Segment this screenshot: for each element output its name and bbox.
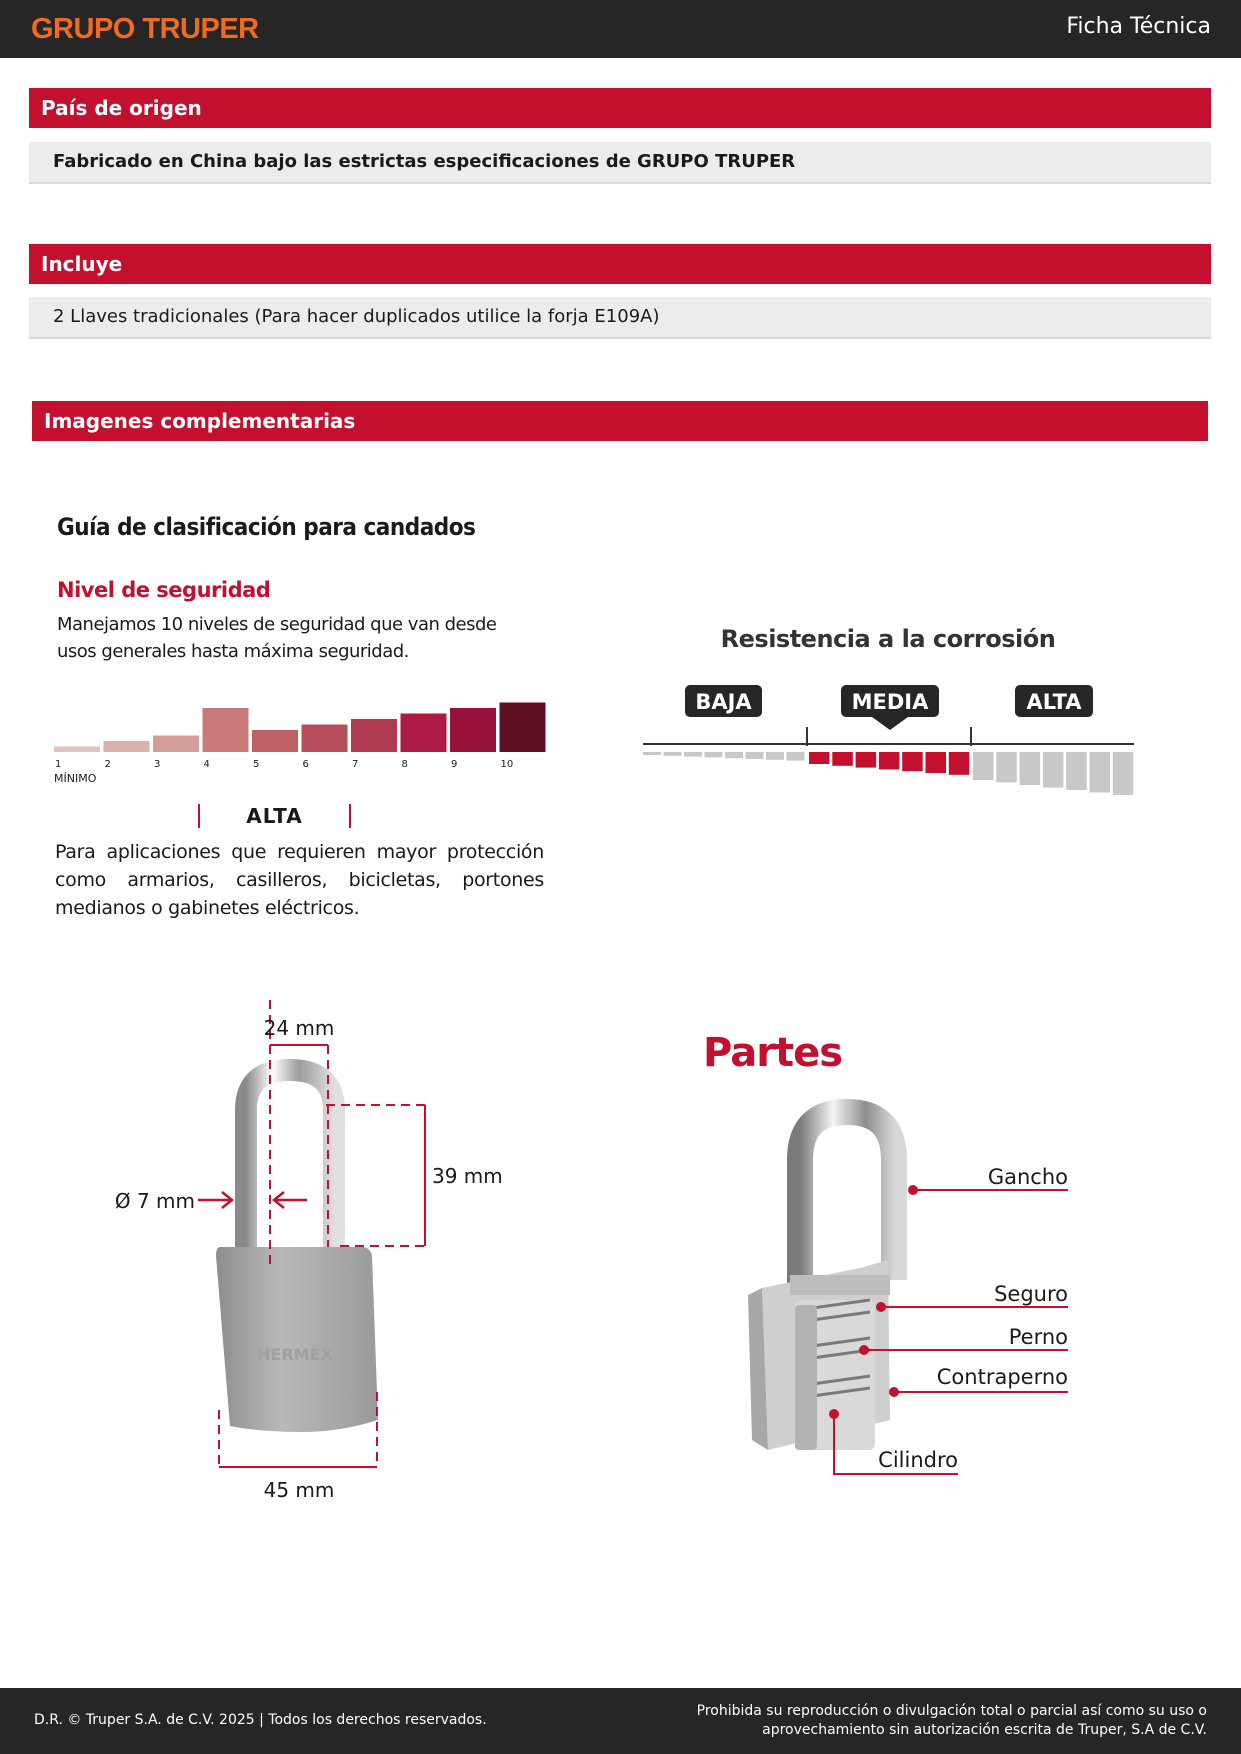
- corrosion-segment-high: [973, 752, 994, 780]
- origin-section-title: País de origen: [29, 88, 1211, 128]
- corrosion-segment-medium: [949, 752, 970, 775]
- footer-disclaimer-line1: Prohibida su reproducción o divulgación total o parcial así como su uso o: [696, 1703, 1207, 1719]
- corrosion-tag-alta: [1015, 685, 1093, 717]
- corrosion-segment-low: [766, 752, 784, 760]
- corrosion-scale: [640, 682, 1140, 802]
- level-bar-3: [153, 736, 199, 753]
- padlock-shackle: [246, 1070, 334, 1272]
- corrosion-label-baja: BAJA: [695, 690, 752, 714]
- dim-shackle-width: 24 mm: [263, 1016, 335, 1040]
- corrosion-segment-high: [1043, 752, 1064, 788]
- guide-title: Guía de clasificación para candados: [57, 513, 476, 541]
- origin-section-body: Fabricado en China bajo las estrictas especificaciones de GRUPO TRUPER: [29, 142, 1211, 184]
- brand-logo: GRUPO TRUPER: [31, 13, 259, 45]
- corrosion-tag-media: [841, 685, 939, 730]
- part-label-perno: Perno: [1008, 1325, 1068, 1349]
- includes-section-body: 2 Llaves tradicionales (Para hacer duplicados utilice la forja E109A): [29, 297, 1211, 339]
- footer: [0, 1688, 1241, 1754]
- corrosion-segment-medium: [809, 752, 830, 764]
- level-tick-1: 1: [55, 759, 62, 770]
- footer-copyright: D.R. © Truper S.A. de C.V. 2025 | Todos los derechos reservados.: [34, 1712, 487, 1728]
- level-bar-10: [500, 703, 546, 753]
- corrosion-segment-medium: [902, 752, 923, 771]
- dim-body-width: 45 mm: [263, 1478, 335, 1502]
- corrosion-segment-medium: [879, 752, 900, 769]
- level-bar-7: [351, 719, 397, 752]
- padlock-dimensions-figure: [100, 1000, 540, 1520]
- corrosion-segment-high: [1020, 752, 1041, 785]
- level-bar-6: [302, 725, 348, 753]
- padlock-body: [216, 1247, 378, 1432]
- padlock-parts-figure: [740, 1090, 1080, 1490]
- parts-title: Partes: [703, 1030, 843, 1076]
- corrosion-label-alta: ALTA: [1026, 690, 1082, 714]
- level-tick-4: 4: [203, 759, 210, 770]
- level-bar-4: [203, 708, 249, 752]
- level-tick-10: 10: [500, 759, 514, 770]
- document-type: Ficha Técnica: [1066, 14, 1211, 39]
- corrosion-title: Resistencia a la corrosión: [720, 625, 1056, 653]
- corrosion-segment-low: [705, 752, 723, 757]
- body-brand-text: HERMEX: [257, 1345, 333, 1364]
- corrosion-segment-high: [1090, 752, 1111, 793]
- level-description: Para aplicaciones que requieren mayor protección como armarios, casilleros, bicicletas, portones medianos o gabinetes eléctricos.: [55, 841, 544, 919]
- dim-shackle-diameter: Ø 7 mm: [114, 1189, 195, 1213]
- part-label-contraperno: Contraperno: [936, 1365, 1068, 1389]
- part-label-seguro: Seguro: [994, 1282, 1068, 1306]
- security-level-title: Nivel de seguridad: [57, 578, 271, 602]
- level-bar-1: [54, 747, 100, 753]
- part-label-gancho: Gancho: [987, 1165, 1068, 1189]
- part-label-cilindro: Cilindro: [878, 1448, 958, 1472]
- corrosion-segment-medium: [926, 752, 947, 773]
- corrosion-segment-high: [1113, 752, 1134, 795]
- level-tick-6: 6: [302, 759, 309, 770]
- footer-disclaimer-line2: aprovechamiento sin autorización escrita de Truper, S.A de C.V.: [762, 1722, 1207, 1738]
- level-tick-8: 8: [401, 759, 408, 770]
- level-bar-8: [401, 714, 447, 753]
- top-bar: [0, 0, 1241, 58]
- corrosion-segment-low: [725, 752, 743, 758]
- level-bar-9: [450, 708, 496, 752]
- dim-shackle-height: 39 mm: [432, 1164, 503, 1188]
- level-tick-5: 5: [253, 759, 260, 770]
- corrosion-segment-high: [996, 752, 1017, 783]
- corrosion-segment-medium: [832, 752, 853, 766]
- security-level-description: Manejamos 10 niveles de seguridad que van desde usos generales hasta máxima seguridad.: [57, 614, 497, 662]
- corrosion-tag-baja: [685, 685, 762, 717]
- min-label: MÍNIMO: [54, 772, 97, 785]
- security-level-chart: [50, 690, 550, 790]
- level-tick-7: 7: [352, 759, 359, 770]
- corrosion-segment-low: [787, 752, 805, 761]
- includes-section-title: Incluye: [29, 244, 1211, 284]
- corrosion-segment-low: [746, 752, 764, 759]
- level-tick-2: 2: [104, 759, 111, 770]
- level-marker-right: [349, 804, 351, 828]
- level-label: ALTA: [246, 804, 303, 828]
- corrosion-segment-medium: [856, 752, 877, 768]
- level-bar-2: [104, 741, 150, 752]
- level-tick-3: 3: [154, 759, 161, 770]
- corrosion-segment-low: [684, 752, 702, 757]
- corrosion-label-media: MEDIA: [851, 690, 929, 714]
- corrosion-segment-high: [1066, 752, 1087, 790]
- corrosion-segment-low: [643, 752, 661, 755]
- level-bar-5: [252, 730, 298, 752]
- corrosion-segment-low: [664, 752, 682, 756]
- level-tick-9: 9: [451, 759, 458, 770]
- footer-disclaimer: [647, 1702, 1207, 1740]
- images-section-title: Imagenes complementarias: [32, 401, 1208, 441]
